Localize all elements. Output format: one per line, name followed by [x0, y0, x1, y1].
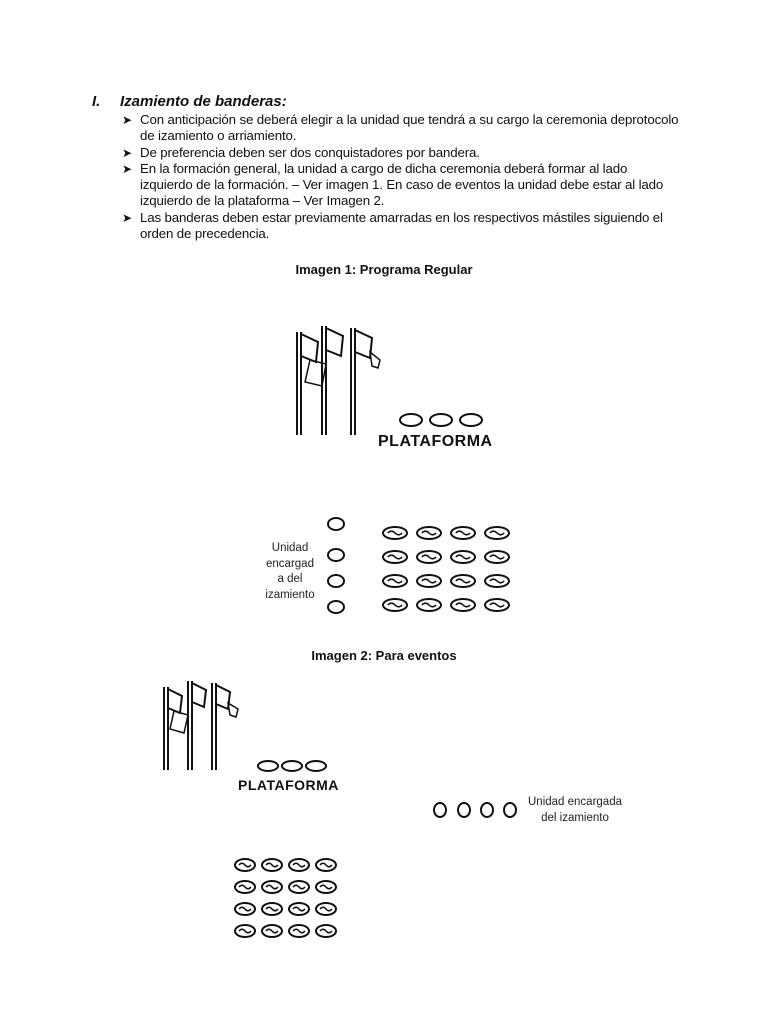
unit-formation-icon	[328, 518, 344, 613]
platform-people-icon	[258, 761, 326, 771]
arrow-bullet-icon: ➤	[122, 210, 132, 225]
section-heading	[92, 93, 287, 110]
arrow-bullet-icon: ➤	[122, 161, 132, 176]
list-item: ➤ Las banderas deben estar previamente amarradas en los respectivos mástiles siguiendo el orden de precedencia.	[122, 209, 663, 242]
unit-formation-icon	[434, 803, 516, 817]
arrow-bullet-icon: ➤	[122, 113, 132, 127]
main-formation-icon	[383, 527, 509, 611]
flagpoles-icon	[164, 681, 238, 770]
section-title: Izamiento de banderas:	[120, 93, 287, 110]
platform-label: PLATAFORMA	[238, 777, 339, 793]
section-number: I.	[92, 93, 101, 110]
image2-unit-label: Unidad encargada del izamiento	[528, 796, 622, 824]
image1-caption: Imagen 1: Programa Regular	[295, 262, 473, 277]
list-item: ➤ De preferencia deben ser dos conquistadores por bandera.	[122, 144, 480, 160]
platform-label: PLATAFORMA	[378, 433, 493, 450]
image1-diagram	[0, 290, 768, 640]
main-formation-icon	[235, 859, 336, 937]
arrow-bullet-icon: ➤	[122, 145, 132, 160]
list-item: ➤ En la formación general, la unidad a cargo de dicha ceremonia deberá formar al lado izquierdo de la formación. – Ver imagen 1. En caso de eventos la unidad debe estar al lado izquierdo de la plataforma – Ver Imagen 2.	[122, 160, 664, 209]
flagpoles-icon	[297, 326, 380, 435]
list-item: ➤ Con anticipación se deberá elegir a la unidad que tendrá a su cargo la ceremonia deprotocolo de izamiento o arriamiento.	[122, 112, 679, 144]
image2-caption: Imagen 2: Para eventos	[311, 648, 457, 663]
platform-people-icon	[400, 414, 482, 426]
bullet-list	[122, 112, 682, 242]
image2-diagram	[0, 665, 768, 955]
image1-unit-label: Unidad encargad a del izamiento	[265, 542, 315, 601]
